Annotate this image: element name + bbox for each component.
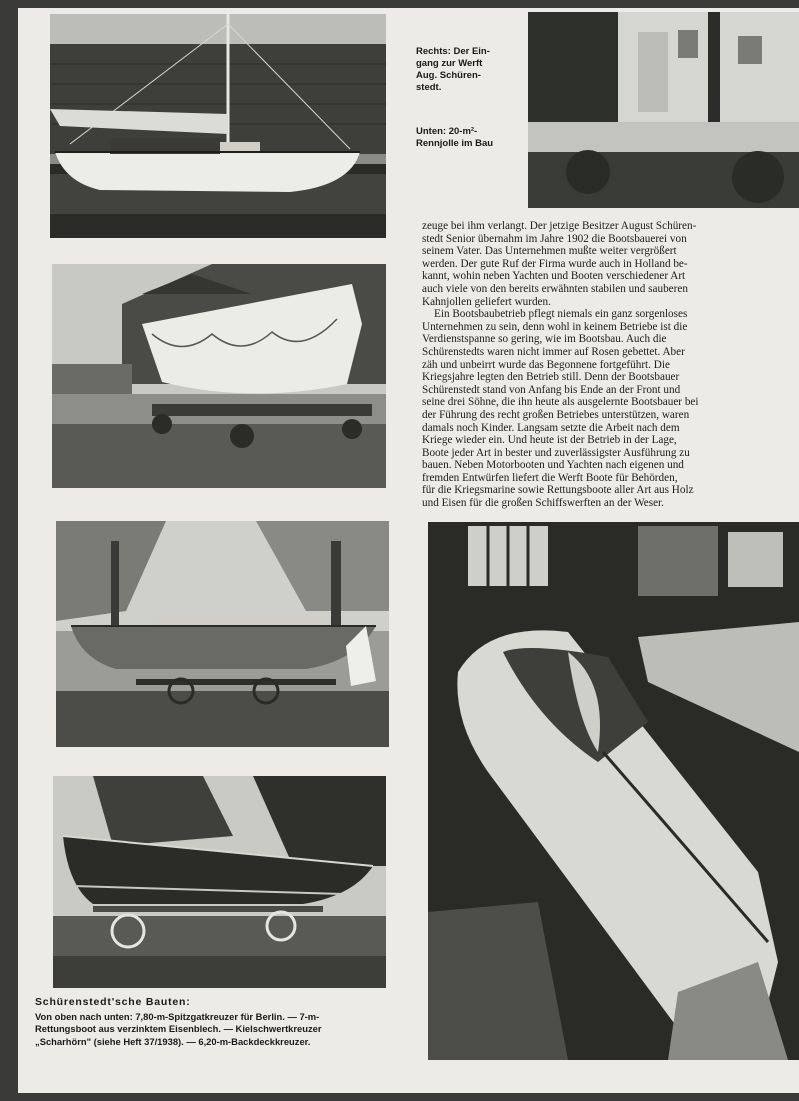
text-line: und Eisen für die großen Schiffswerften an der Weser. — [422, 497, 664, 510]
article-paragraph — [422, 220, 789, 308]
caption-line: Unten: 20-m²- — [416, 126, 478, 137]
text-line: Schürenstedt stand von Anfang bis Ende an der Front und — [422, 383, 681, 396]
text-line: damals noch Kinder. Langsam setzte die Arbeit nach dem — [422, 421, 680, 434]
text-line: für die Kriegsmarine sowie Rettungsboote aller Art aus Holz — [422, 484, 694, 497]
caption-line: Von oben nach unten: 7,80-m-Spitzgatkreuzer für Berlin. — 7-m- — [35, 1011, 320, 1022]
text-line: zeuge bei ihm verlangt. Der jetzige Besitzer August Schüren- — [422, 220, 697, 232]
text-line: fremden Entwürfen liefert die Werft Boote für Behörden, — [422, 471, 678, 484]
article-body — [422, 220, 789, 510]
caption-text — [35, 1011, 395, 1048]
text-line: stedt Senior übernahm im Jahre 1902 die Bootsbauerei von — [422, 232, 687, 245]
text-line: Schürenstedts waren nicht immer auf Rosen gebettet. Aber — [422, 345, 685, 358]
rennjolle-caption — [416, 126, 531, 150]
rettungsboot-photo — [52, 264, 386, 488]
rennjolle-photo — [428, 522, 799, 1060]
text-line: Unternehmen zu sein, denn wohl in keinem Betriebe ist die — [422, 320, 688, 333]
caption-line: stedt. — [416, 82, 442, 93]
text-line: bauen. Neben Motorbooten und Yachten nach eigenen und — [422, 459, 684, 472]
kielschwertkreuzer-photo — [56, 521, 389, 747]
caption-line: Rennjolle im Bau — [416, 138, 494, 149]
text-line: seinem Vater. Das Unternehmen mußte weiter vergrößert — [422, 245, 677, 258]
caption-line: Rettungsboot aus verzinktem Eisenblech. — Kielschwertkreuzer — [35, 1023, 322, 1035]
figure-caption — [35, 996, 395, 1048]
werft-entrance-photo — [528, 12, 799, 208]
text-line: seine drei Söhne, die ihn heute als ausgelernte Bootsbauer bei — [422, 396, 699, 409]
caption-line: „Scharhörn" (siehe Heft 37/1938). — 6,20-m-Backdeckkreuzer. — [35, 1035, 311, 1047]
entrance-caption — [416, 46, 531, 94]
caption-heading: Schürenstedt'sche Bauten: — [35, 996, 191, 1008]
caption-line: Rechts: Der Ein- — [416, 46, 490, 57]
text-line: Boote jeder Art in bester und zuverlässigster Ausführung zu — [422, 446, 690, 459]
text-line: Kahnjollen geliefert wurden. — [422, 295, 551, 308]
caption-line: Aug. Schüren- — [416, 70, 481, 81]
text-line: Verdienstspanne so gering, wie im Bootsbau. Auch die — [422, 333, 667, 346]
text-line: der Führung des recht großen Betriebes unterstützen, waren — [422, 408, 690, 421]
text-line: zäh und unbeirrt wurde das Begonnene fortgeführt. Die — [422, 358, 670, 371]
article-paragraph — [422, 308, 789, 510]
text-line: auch viele von den bereits erwähnten stabilen und sauberen — [422, 282, 688, 295]
magazine-page — [18, 8, 799, 1093]
text-line: kannt, wohin neben Yachten und Booten verschiedener Art — [422, 270, 686, 283]
text-line: werden. Der gute Ruf der Firma wurde auch in Holland be- — [422, 257, 688, 270]
spitzgatkreuzer-photo — [50, 14, 386, 238]
backdeckkreuzer-photo — [53, 776, 386, 988]
caption-line: gang zur Werft — [416, 58, 483, 69]
text-line: Ein Bootsbaubetrieb pflegt niemals ein ganz sorgenloses — [434, 308, 688, 321]
text-line: Kriege wieder ein. Und heute ist der Betrieb in der Lage, — [422, 434, 677, 447]
text-line: Kriegsjahre legten den Betrieb still. Denn der Bootsbauer — [422, 371, 680, 384]
